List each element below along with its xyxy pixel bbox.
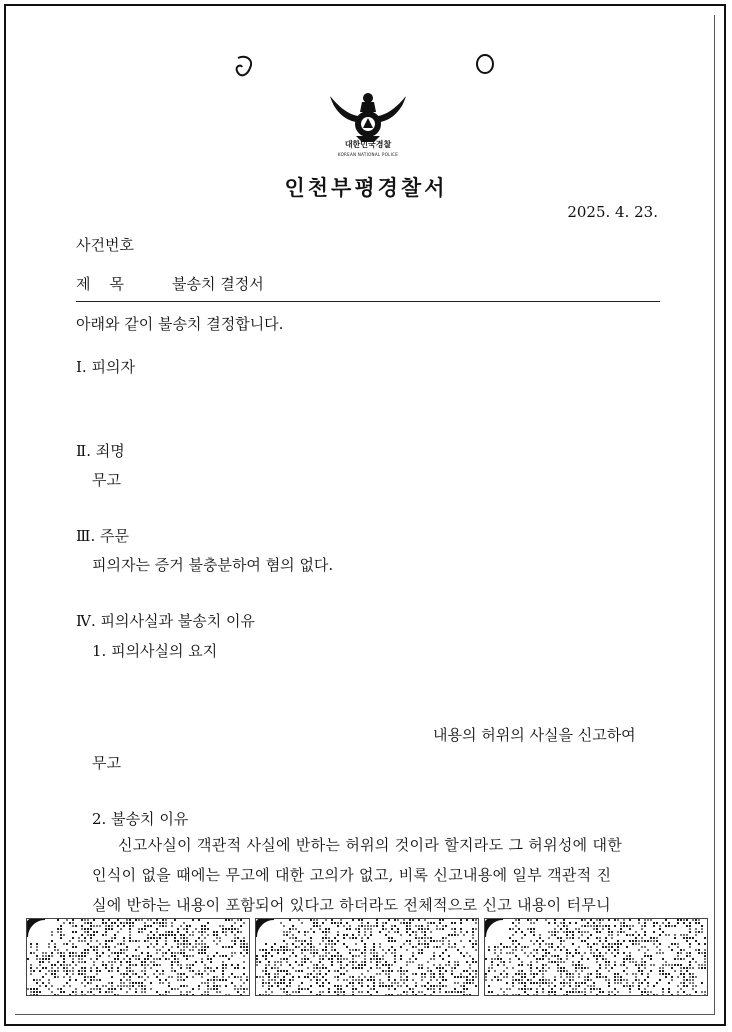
facts-charge: 무고 <box>92 754 121 772</box>
punch-hole-right <box>474 52 498 78</box>
charge-value: 무고 <box>92 471 121 489</box>
code-pattern <box>485 919 708 996</box>
code-pattern <box>256 919 479 996</box>
code-pattern <box>27 919 250 996</box>
subject-value: 불송치 결정서 <box>172 275 264 293</box>
order-value: 피의자는 증거 불충분하여 혐의 없다. <box>92 556 334 574</box>
intro-text: 아래와 같이 불송치 결정합니다. <box>76 315 284 333</box>
reason-subheading: 2. 불송치 이유 <box>92 810 189 828</box>
header-divider <box>76 301 660 302</box>
facts-heading: Ⅳ. 피의사실과 불송치 이유 <box>76 612 255 630</box>
facts-subheading: 1. 피의사실의 요지 <box>92 642 218 660</box>
subject-label: 제 목 <box>76 275 125 293</box>
suspect-heading: Ⅰ. 피의자 <box>76 358 135 376</box>
charge-heading: Ⅱ. 죄명 <box>76 442 125 460</box>
reason-line: 인식이 없을 때에는 무고에 대한 고의가 없고, 비록 신고내용에 일부 객관적 진 <box>92 866 612 884</box>
reason-line: 실에 반하는 내용이 포함되어 있다고 하더라도 전체적으로 신고 내용이 터무니 <box>92 896 611 914</box>
verification-code-2 <box>255 918 479 996</box>
emblem-text: 대한민국경찰 <box>344 140 392 149</box>
emblem-subtext: KOREAN NATIONAL POLICE <box>337 152 399 157</box>
verification-code-1 <box>26 918 250 996</box>
reason-line: 신고사실이 객관적 사실에 반하는 허위의 것이라 할지라도 그 허위성에 대한 <box>118 836 623 854</box>
facts-line: 내용의 허위의 사실을 신고하여 <box>433 726 636 744</box>
agency-name: 인천부평경찰서 <box>284 175 448 200</box>
order-heading: Ⅲ. 주문 <box>76 527 129 545</box>
document-date: 2025. 4. 23. <box>567 203 658 221</box>
case-number-label: 사건번호 <box>76 236 134 254</box>
punch-hole-left <box>232 54 256 80</box>
verification-code-3 <box>484 918 708 996</box>
